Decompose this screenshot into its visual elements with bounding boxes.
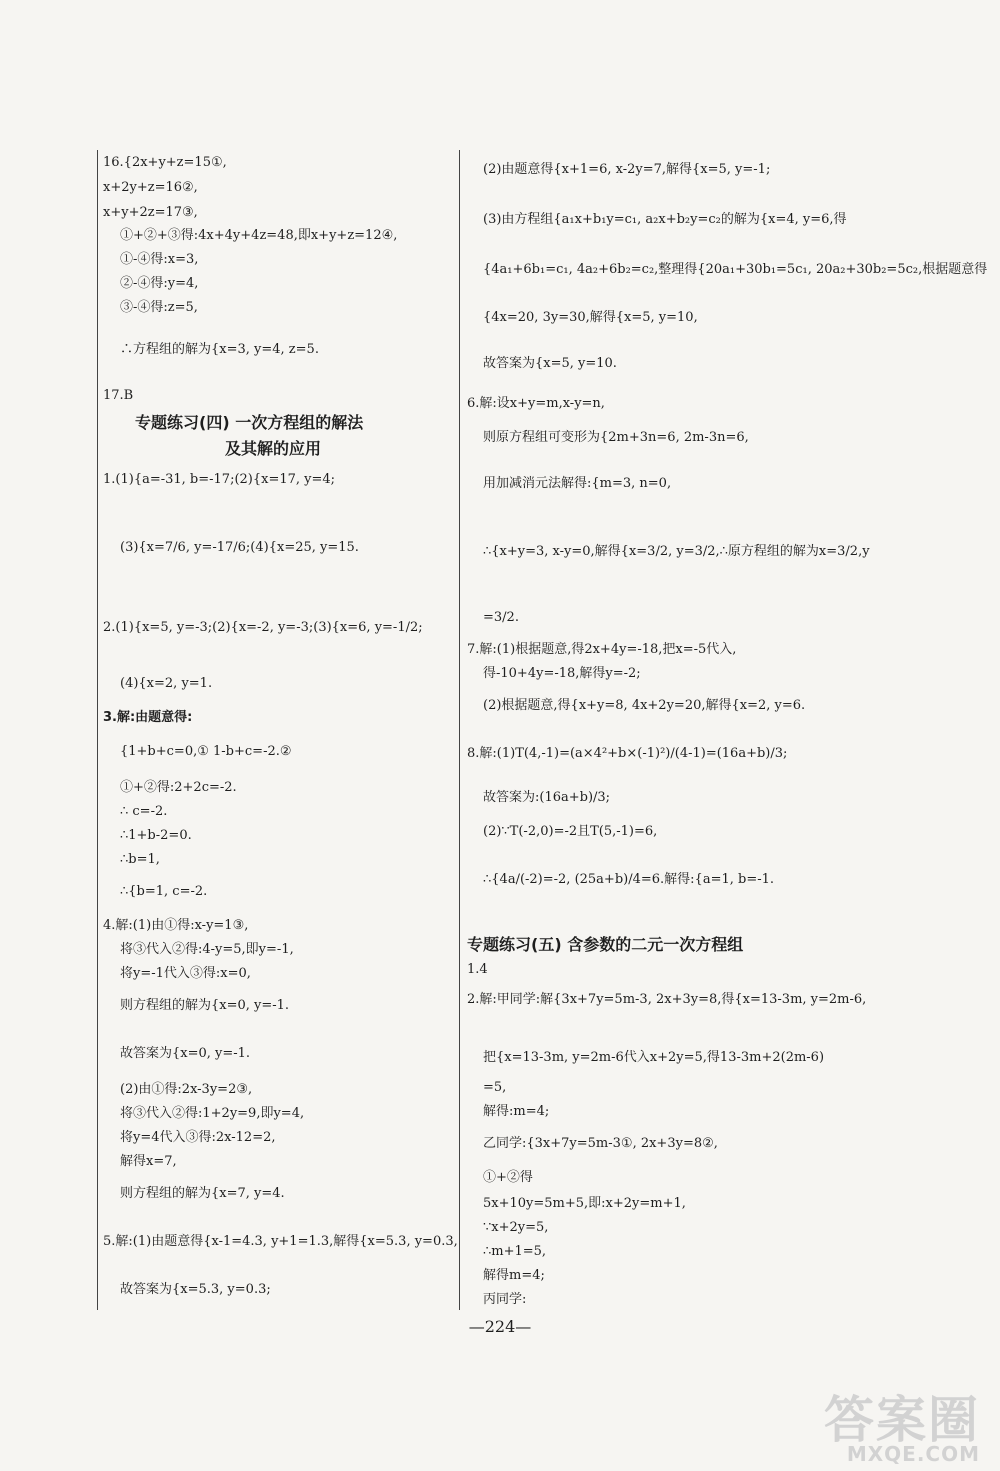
s5-q2-line-7: 5x+10y=5m+5,即:x+2y=m+1, (483, 1196, 686, 1211)
s4-q1-line-1: 1.(1){a=-31, b=-17;(2){x=17, y=4; (103, 472, 336, 487)
q5b-line-3: {4a₁+6b₁=c₁, 4a₂+6b₂=c₂,整理得{20a₁+30b₁=5c₁, 20a₂+30b₂=5c₂,根据题意得 (483, 262, 988, 277)
watermark-url: MXQE.COM (846, 1442, 980, 1466)
q7-line-1: 7.解:(1)根据题意,得2x+4y=-18,把x=-5代入, (467, 642, 737, 657)
s5-q2-line-8: ∵x+2y=5, (483, 1220, 549, 1235)
section-4-title-line-1: 专题练习(四) 一次方程组的解法 (135, 413, 364, 432)
s4-q4-line-3: 将y=-1代入③得:x=0, (120, 966, 251, 981)
s5-q2-line-1: 2.解:甲同学:解{3x+7y=5m-3, 2x+3y=8,得{x=13-3m, y=2m-6, (467, 992, 867, 1007)
q8-line-2: 故答案为:(16a+b)/3; (483, 790, 611, 805)
q16-line-6: ②-④得:y=4, (120, 276, 199, 291)
s4-q4-line-6: (2)由①得:2x-3y=2③, (120, 1082, 253, 1097)
s4-q3-line-2: {1+b+c=0,① 1-b+c=-2.② (120, 744, 292, 759)
q16-line-7: ③-④得:z=5, (120, 300, 198, 315)
s4-q4-line-4: 则方程组的解为{x=0, y=-1. (120, 998, 290, 1013)
s5-q2-line-11: 丙同学: (483, 1292, 527, 1307)
q6-line-5: =3/2. (483, 610, 519, 625)
q7-line-2: 得-10+4y=-18,解得y=-2; (483, 666, 641, 681)
s4-q3-line-1: 3.解:由题意得: (103, 710, 193, 725)
q5b-line-5: 故答案为{x=5, y=10. (483, 356, 617, 371)
q8-line-4: ∴{4a/(-2)=-2, (25a+b)/4=6.解得:{a=1, b=-1. (483, 872, 775, 887)
q16-line-2: x+2y+z=16②, (103, 180, 198, 195)
s5-q1-answer: 1.4 (467, 962, 488, 977)
s5-q2-line-3: =5, (483, 1080, 507, 1095)
s5-q2-line-2: 把{x=13-3m, y=2m-6代入x+2y=5,得13-3m+2(2m-6) (483, 1050, 825, 1065)
s4-q4-line-9: 解得x=7, (120, 1154, 177, 1169)
s4-q3-line-4: ∴ c=-2. (120, 804, 168, 819)
q5b-line-2: (3)由方程组{a₁x+b₁y=c₁, a₂x+b₂y=c₂的解为{x=4, y=6,得 (483, 212, 847, 227)
q16-line-1: 16.{2x+y+z=15①, (103, 155, 227, 170)
q6-line-4: ∴{x+y=3, x-y=0,解得{x=3/2, y=3/2,∴原方程组的解为x=3/2,y (483, 544, 870, 559)
s4-q4-line-10: 则方程组的解为{x=7, y=4. (120, 1186, 285, 1201)
q8-line-3: (2)∵T(-2,0)=-2且T(5,-1)=6, (483, 824, 658, 839)
s4-q1-line-2: (3){x=7/6, y=-17/6;(4){x=25, y=15. (120, 540, 359, 555)
s5-q2-line-6: ①+②得 (483, 1170, 533, 1185)
s5-q2-line-4: 解得:m=4; (483, 1104, 550, 1119)
q5b-line-4: {4x=20, 3y=30,解得{x=5, y=10, (483, 310, 698, 325)
s4-q4-line-1: 4.解:(1)由①得:x-y=1③, (103, 918, 249, 933)
s5-q2-line-10: 解得m=4; (483, 1268, 545, 1283)
s5-q2-line-9: ∴m+1=5, (483, 1244, 547, 1259)
s4-q4-line-2: 将③代入②得:4-y=5,即y=-1, (120, 942, 294, 957)
q6-line-2: 则原方程组可变形为{2m+3n=6, 2m-3n=6, (483, 430, 749, 445)
s4-q2-line-1: 2.(1){x=5, y=-3;(2){x=-2, y=-3;(3){x=6, y=-1/2; (103, 620, 423, 635)
q7-line-3: (2)根据题意,得{x+y=8, 4x+2y=20,解得{x=2, y=6. (483, 698, 806, 713)
s4-q4-line-5: 故答案为{x=0, y=-1. (120, 1046, 251, 1061)
section-5-title: 专题练习(五) 含参数的二元一次方程组 (467, 935, 744, 954)
s5-q2-line-5: 乙同学:{3x+7y=5m-3①, 2x+3y=8②, (483, 1136, 718, 1151)
s4-q5-line-1: 5.解:(1)由题意得{x-1=4.3, y+1=1.3,解得{x=5.3, y=0.3, (103, 1234, 458, 1249)
page-number: —224— (468, 1317, 532, 1336)
section-4-title-line-2: 及其解的应用 (225, 439, 322, 458)
s4-q4-line-8: 将y=4代入③得:2x-12=2, (120, 1130, 276, 1145)
s4-q3-line-7: ∴{b=1, c=-2. (120, 884, 208, 899)
q8-line-1: 8.解:(1)T(4,-1)=(a×4²+b×(-1)²)/(4-1)=(16a+b)/3; (467, 746, 788, 761)
left-margin-rule (97, 150, 98, 1310)
q5b-line-1: (2)由题意得{x+1=6, x-2y=7,解得{x=5, y=-1; (483, 162, 771, 177)
s4-q3-line-3: ①+②得:2+2c=-2. (120, 780, 237, 795)
column-divider (459, 150, 460, 1310)
s4-q4-line-7: 将③代入②得:1+2y=9,即y=4, (120, 1106, 305, 1121)
q16-line-8: ∴方程组的解为{x=3, y=4, z=5. (120, 342, 319, 357)
q16-line-4: ①+②+③得:4x+4y+4z=48,即x+y+z=12④, (120, 228, 398, 243)
q17-answer: 17.B (103, 388, 134, 403)
s4-q2-line-2: (4){x=2, y=1. (120, 676, 213, 691)
s4-q3-line-5: ∴1+b-2=0. (120, 828, 192, 843)
s4-q3-line-6: ∴b=1, (120, 852, 160, 867)
s4-q5-line-2: 故答案为{x=5.3, y=0.3; (120, 1282, 271, 1297)
q6-line-3: 用加减消元法解得:{m=3, n=0, (483, 476, 672, 491)
q6-line-1: 6.解:设x+y=m,x-y=n, (467, 396, 605, 411)
q16-line-5: ①-④得:x=3, (120, 252, 199, 267)
q16-line-3: x+y+2z=17③, (103, 205, 198, 220)
watermark-logo: 答案圈 (824, 1391, 980, 1449)
